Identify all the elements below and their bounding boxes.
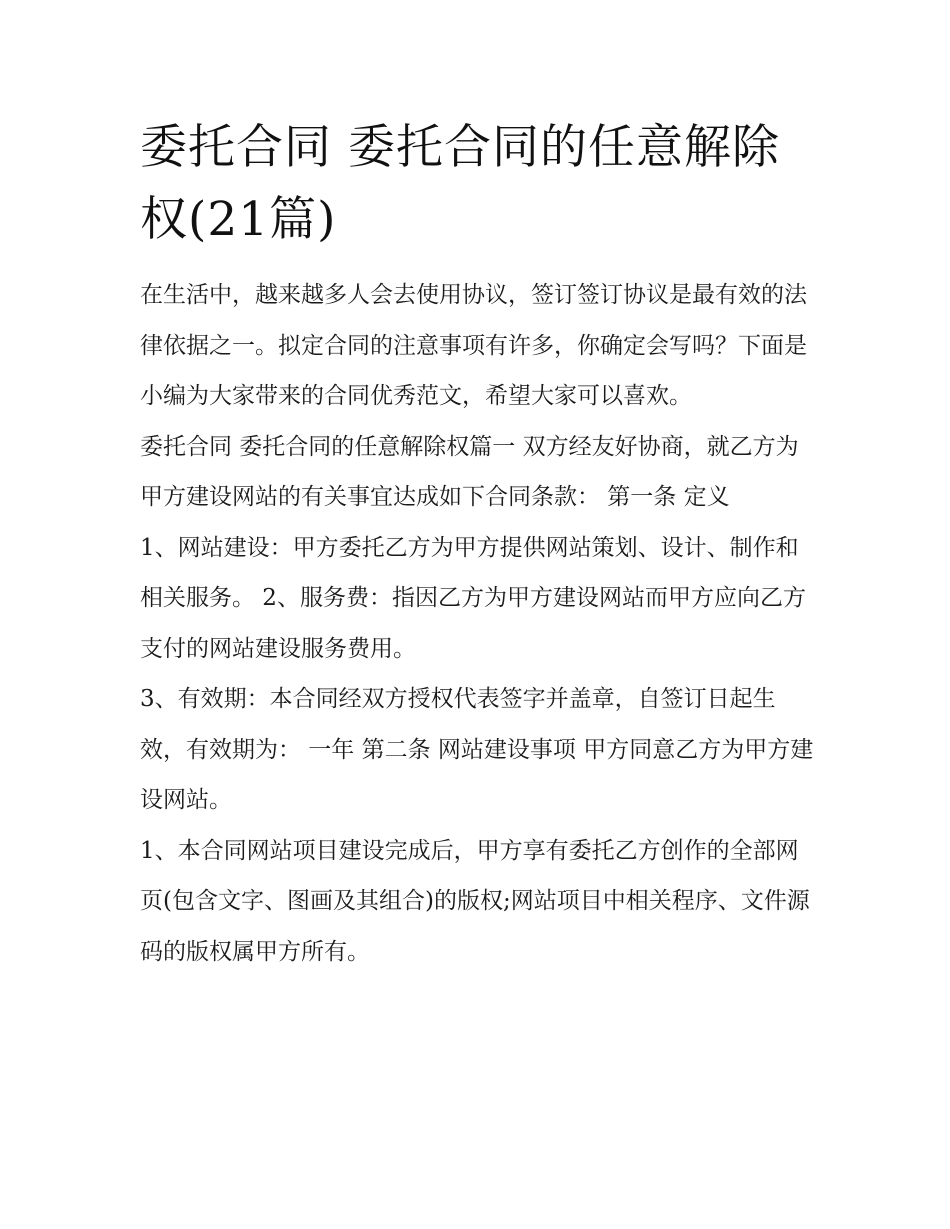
paragraph-intro: 在生活中，越来越多人会去使用协议，签订签订协议是最有效的法律依据之一。拟定合同的注意事项有许多，你确定会写吗？下面是小编为大家带来的合同优秀范文，希望大家可以喜欢。	[140, 282, 807, 409]
paragraph-clause-1-2: 1、网站建设：甲方委托乙方为甲方提供网站策划、设计、制作和相关服务。 2、服务费：指因乙方为甲方建设网站而甲方应向乙方支付的网站建设服务费用。	[140, 534, 806, 662]
document-body	[140, 270, 820, 977]
paragraph-clause-3: 3、有效期：本合同经双方授权代表签字并盖章，自签订日起生效，有效期为： 一年 第二条 网站建设事项 甲方同意乙方为甲方建设网站。	[140, 686, 814, 813]
document-title: 委托合同 委托合同的任意解除权(21篇)	[140, 120, 780, 247]
document-page	[140, 112, 820, 977]
paragraph-copyright-clause: 1、本合同网站项目建设完成后，甲方享有委托乙方创作的全部网页(包含文字、图画及其组合)的版权;网站项目中相关程序、文件源码的版权属甲方所有。	[140, 837, 810, 965]
paragraph-contract-opening: 委托合同 委托合同的任意解除权篇一 双方经友好协商，就乙方为甲方建设网站的有关事宜达成如下合同条款： 第一条 定义	[140, 433, 799, 510]
